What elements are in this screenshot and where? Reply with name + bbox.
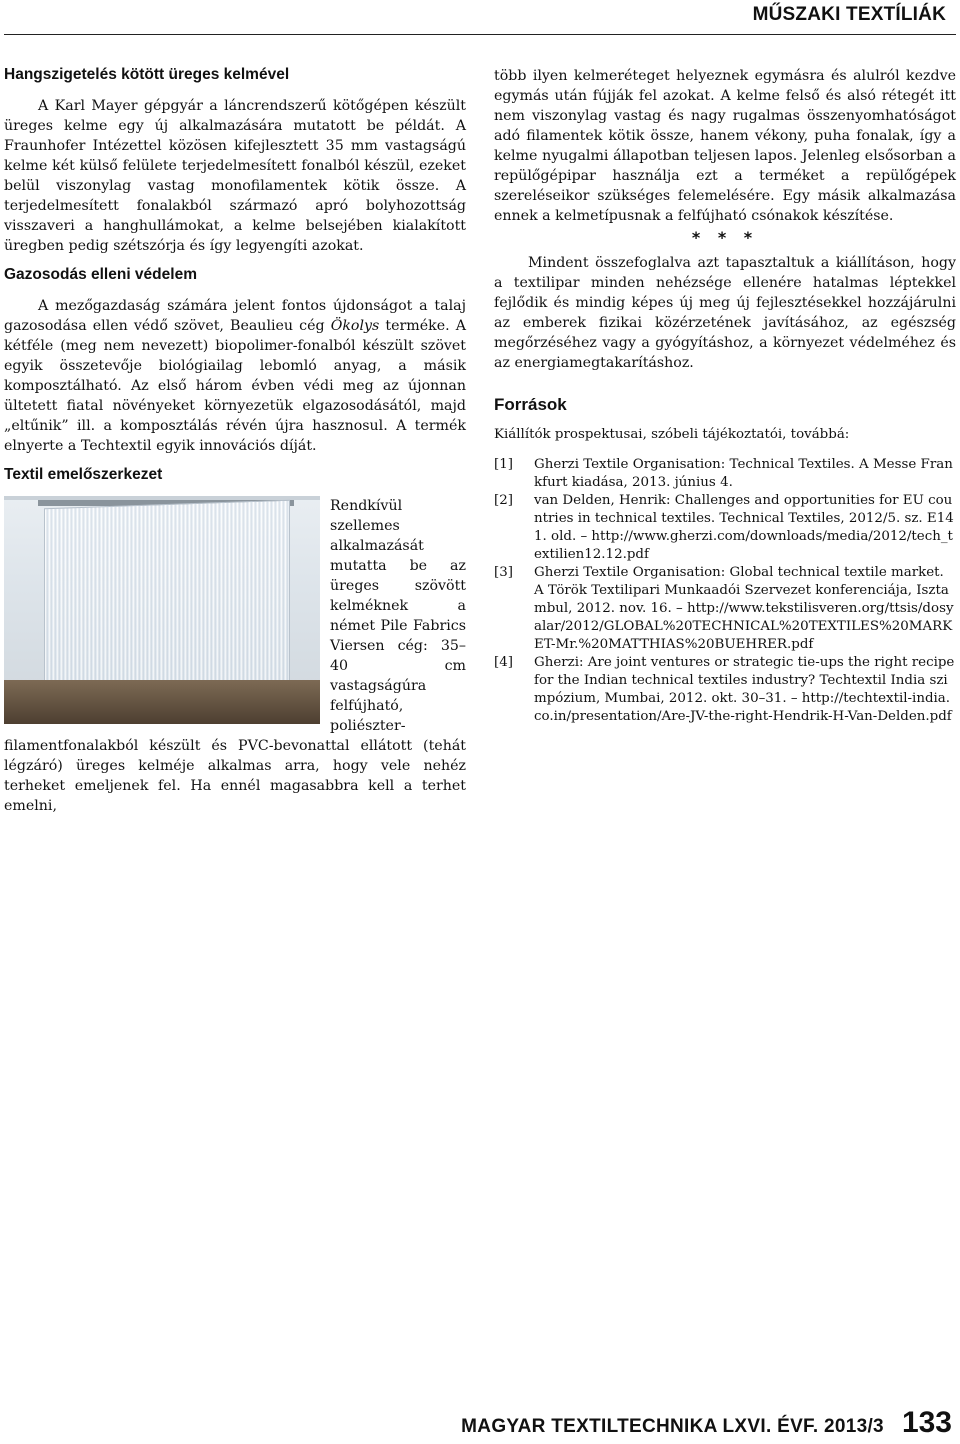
paragraph-summary: Mindent összefoglalva azt tapasztaltuk a kiállításon, hogy a textilipar minden nehézsége ellenére hatalmas léptekkel fejlődik és mindig képes új meg új fejlesztésekkel hozzájárulni az emberek fizikai közérzetének javításához, az egészség megőrzéséhez vagy a gyógyításhoz, a környezet védelméhez és az energiamegtakarításhoz. xyxy=(494,255,956,371)
heading-sound-insulation: Hangszigetelés kötött üreges kelmével xyxy=(4,66,290,83)
heading-textile-lifting: Textil emelőszerkezet xyxy=(4,466,163,483)
header-rule xyxy=(4,34,956,35)
reference-item: [4] Gherzi: Are joint ventures or strategic tie-ups the right recipe for the Indian technical textiles industry? Techtextil India szimpózium, Mumbai, 2012. okt. 30–31. – http://techtextil-india.co.in/presentation/Are-JV-the-right-Hendrik-H-Van-Delden.pdf xyxy=(494,655,955,724)
page-number: 133 xyxy=(901,1406,952,1439)
paragraph-sound-insulation: A Karl Mayer gépgyár a láncrendszerű kötőgépen készült üreges kelme egy új alkalmazására mutatott be példát. A Fraunhofer Intézettel közösen kifejlesztett 35 mm vastagságú kelme két külső felülete terjedelmesített fonalból készül, ezeket belül viszonylag vastag monofilamentek kötik össze. A terjedelmesített fonalakból származó apró bolyhozottság visszaveri a hanghullámokat, a kelme belsejében kialakított üregben pedig szétszórja és így legyengíti azokat. xyxy=(4,98,466,254)
heading-weed-protection: Gazosodás elleni védelem xyxy=(4,266,197,283)
sources-intro: Kiállítók prospektusai, szóbeli tájékoztatói, továbbá: xyxy=(494,427,850,442)
reference-item: [3] Gherzi Textile Organisation: Global technical textile market. A Török Textilipari Munkaadói Szervezet konferenciája, Isztambul, 2012. nov. 16. – http://www.tekstilisveren.org/ttsis/dosyalar/2012/GLOBAL%20TECHNICAL%20TEXTILES%20MARKET-Mr.%20MATTHIAS%20BUEHRER.pdf xyxy=(494,565,954,652)
paragraph-textile-lifting: Rendkívül szellemes alkalmazását mutatta be az üreges szövött kelméknek a német Pile Fabrics Viersen cég: 35–40 cm vastagságúra felfújható, poliészter-filamentfonalakból készült és PVC-bevonattal ellátott (tehát légzáró) üreges kelméje alkalmas arra, hogy vele nehéz terheket emeljenek fel. Ha ennél magasabbra kell a terhet emelni, xyxy=(4,498,466,814)
lifting-fabric-photo xyxy=(4,496,320,724)
section-title: MŰSZAKI TEXTÍLIÁK xyxy=(752,4,946,25)
journal-name: MAGYAR TEXTILTECHNIKA LXVI. ÉVF. 2013/3 xyxy=(461,1416,884,1437)
brand-name: Ökolys xyxy=(330,318,380,334)
left-column xyxy=(4,66,466,816)
section-separator: * * * xyxy=(691,228,759,247)
heading-sources: Források xyxy=(494,395,567,414)
paragraph-lifting-continued: több ilyen kelmeréteget helyeznek egymásra és alulról kezdve egymás után fújják fel azokat. A kelme felső és alsó rétegét itt nem viszonylag vastag és nagy rugalmas összenyomhatóságot adó filamentek kötik össze, hanem vékony, puha fonalak, így a kelme nyugalmi állapotban teljesen lapos. Jelenleg elsősorban a repülőgépipar használja ezt a terméket a repülőgépek szereléseikor szükséges felemelésére. Egy másik alkalmazása ennek a kelmetípusnak a felfújható csónakok készítése. xyxy=(494,68,956,224)
right-column xyxy=(494,66,956,726)
paragraph-weed-protection: A mezőgazdaság számára jelent fontos újdonságot a talaj gazosodása ellen védő szövet, Beaulieu cég Ökolys terméke. A kétféle (meg nem nevezett) biopolimer-fonalból készült szövet egyik összetevője biológiailag lebomló anyag, a másik komposztálható. Az első három évben védi meg az újonnan ültetett fiatal növényeket környezetük elgazosodásától, majd „eltűnik” ill. a komposztálás révén újra hasznosul. A termék elnyerte a Techtextil egyik innovációs díját. xyxy=(4,298,466,454)
page-footer xyxy=(461,1406,952,1440)
reference-item: [1] Gherzi Textile Organisation: Technical Textiles. A Messe Frankfurt kiadása, 2013. június 4. xyxy=(494,457,953,490)
reference-list xyxy=(494,456,956,726)
reference-item: [2] van Delden, Henrik: Challenges and opportunities for EU countries in technical textiles. Technical Textiles, 2012/5. sz. E141. old. – http://www.gherzi.com/downloads/media/2012/tech_textilien12.12.pdf xyxy=(494,493,954,562)
